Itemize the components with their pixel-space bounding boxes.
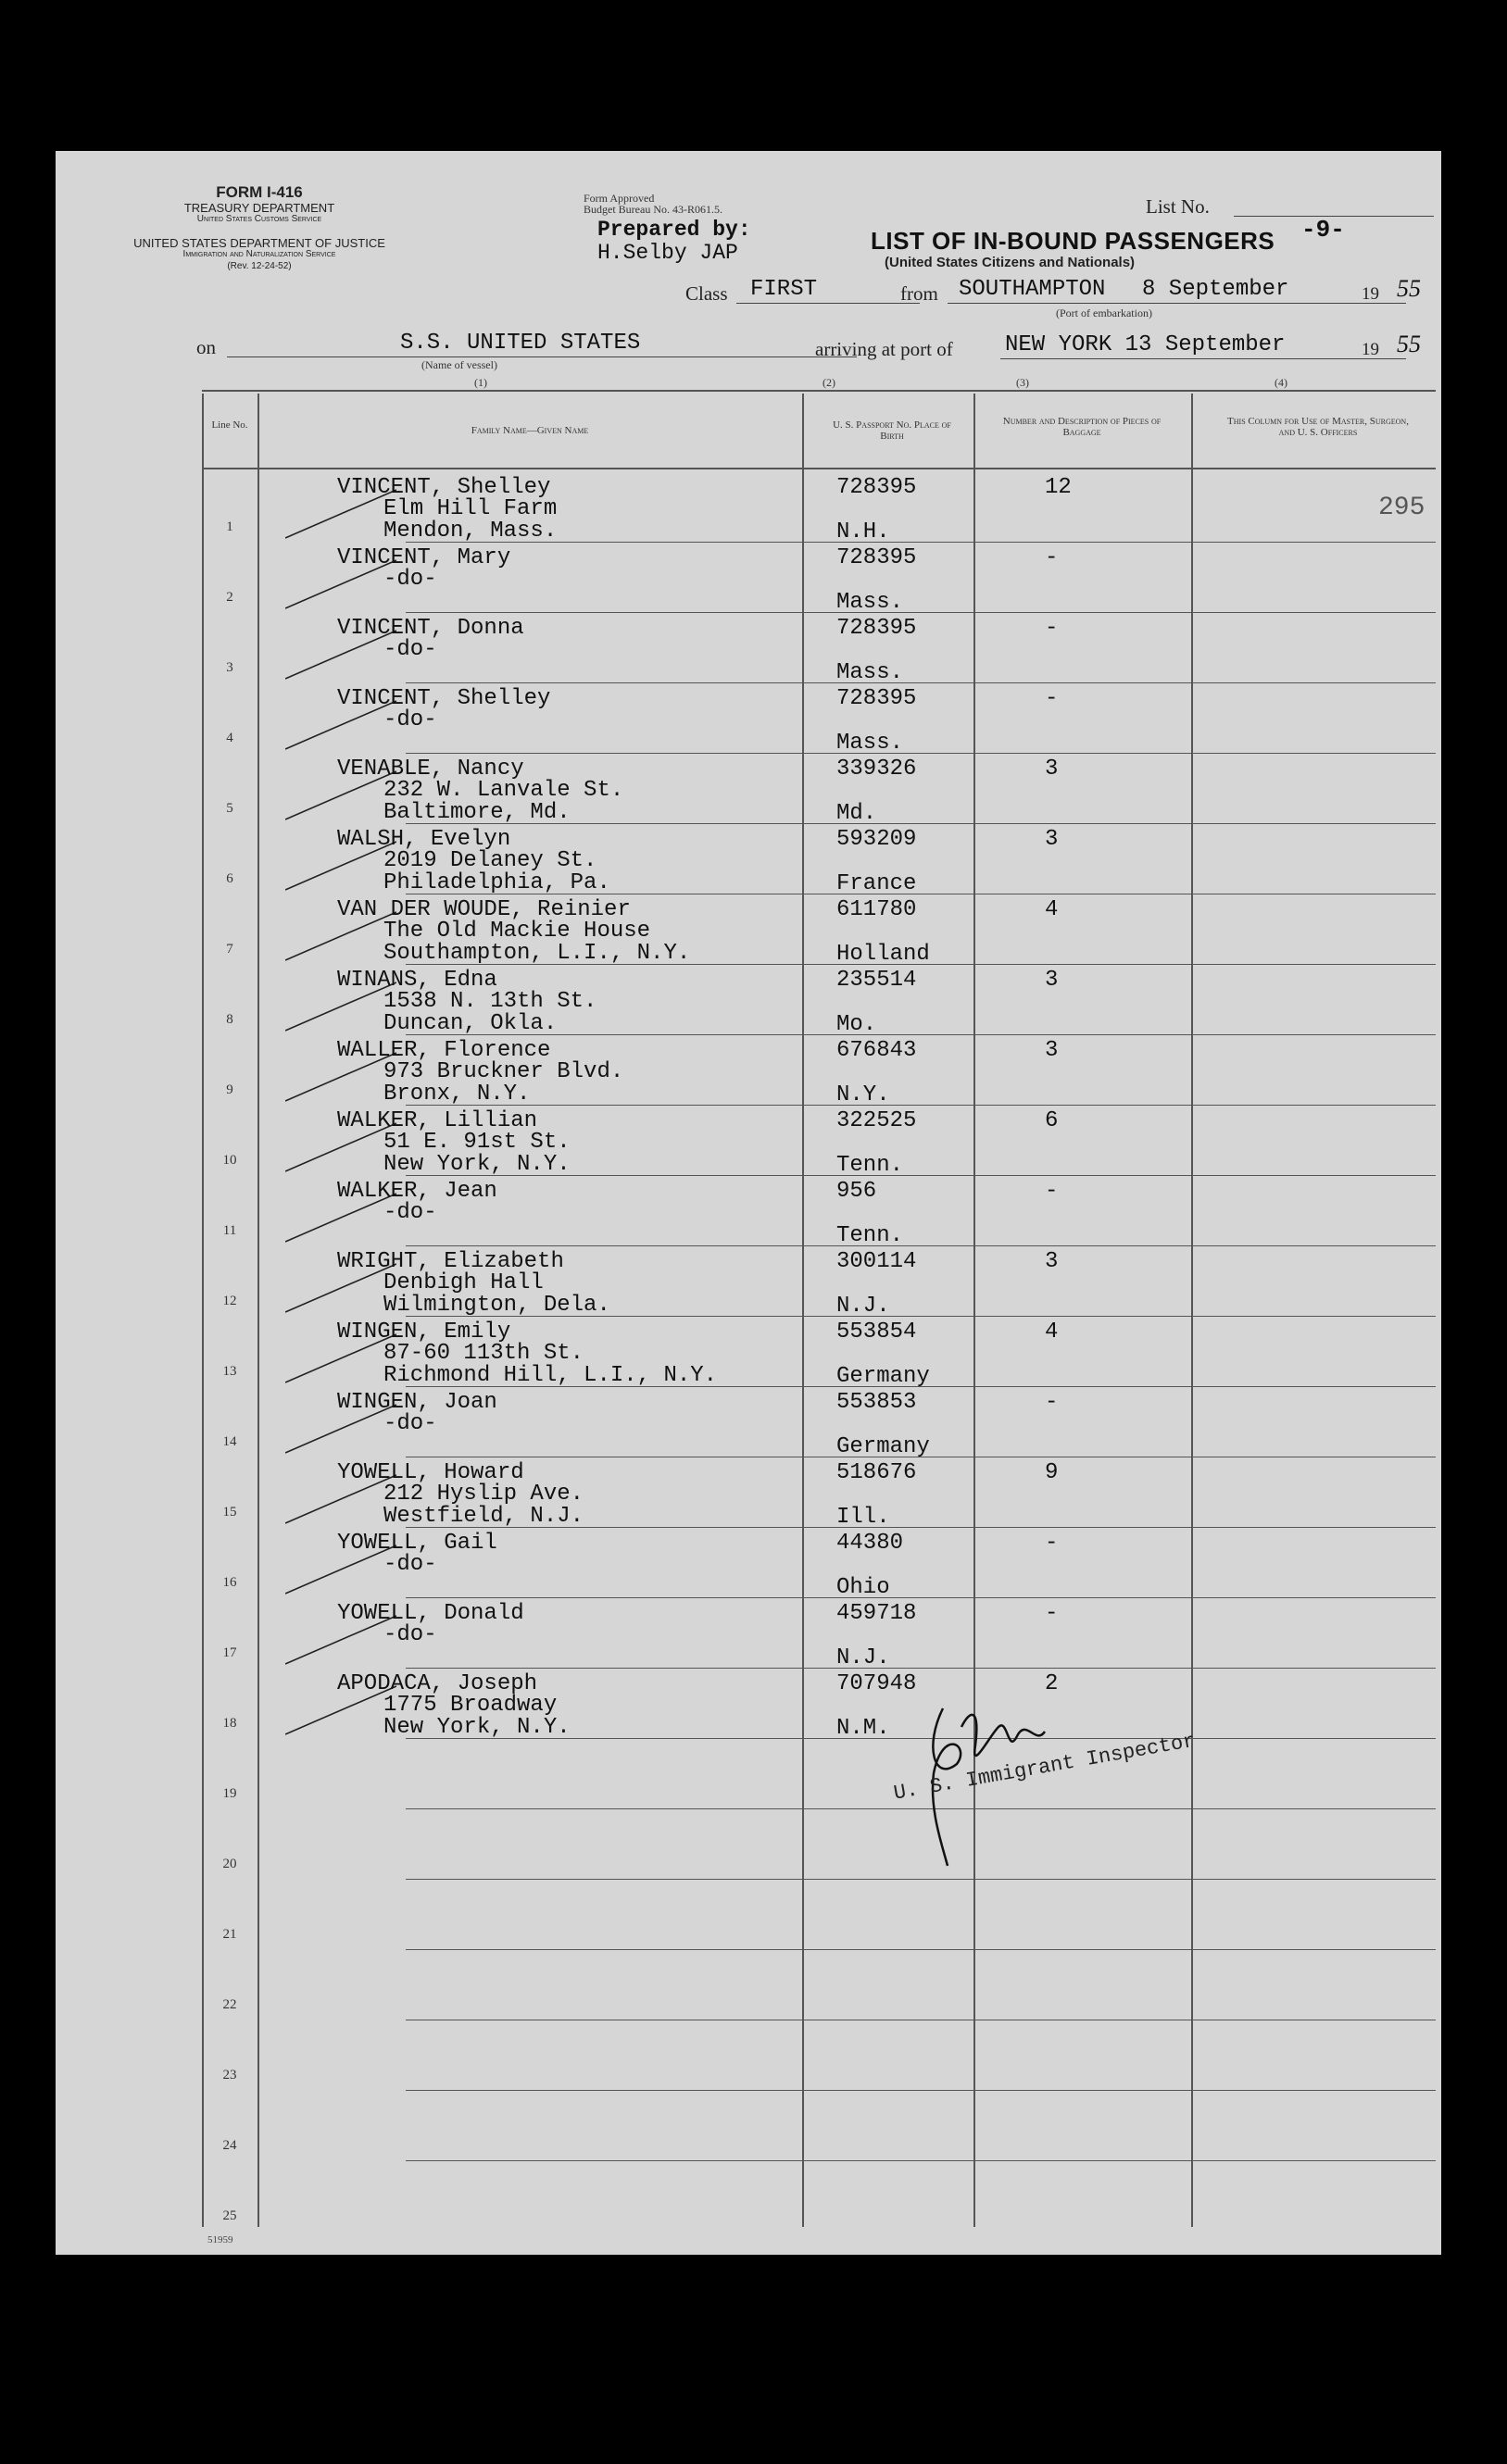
passenger-address-1: -do- <box>383 707 437 732</box>
embark-date: 8 September <box>1142 277 1289 302</box>
passport-number: 518676 <box>836 1460 917 1485</box>
baggage-count: - <box>1045 686 1059 711</box>
row-rule <box>406 1879 1436 1880</box>
col-head-line: Line No. <box>211 419 248 431</box>
passenger-address-1: -do- <box>383 1411 437 1436</box>
passenger-name: YOWELL, Donald <box>337 1601 524 1626</box>
dept-justice-sub: Immigration and Naturalization Service <box>182 249 336 259</box>
baggage-count: - <box>1045 545 1059 570</box>
baggage-count: 3 <box>1045 827 1059 852</box>
passenger-address-2: Philadelphia, Pa. <box>383 870 610 895</box>
table-row <box>202 1107 1436 1177</box>
on-label: on <box>196 336 216 358</box>
line-number: 14 <box>222 1434 237 1449</box>
row-rule <box>406 1034 1436 1035</box>
line-number: 24 <box>222 2138 237 2153</box>
passenger-address-2: Duncan, Okla. <box>383 1011 558 1036</box>
passenger-name: WRIGHT, Elizabeth <box>337 1249 564 1274</box>
table-row <box>202 684 1436 755</box>
passenger-address-2: Mendon, Mass. <box>383 519 558 544</box>
line-number: 19 <box>222 1786 237 1801</box>
baggage-count: 6 <box>1045 1108 1059 1133</box>
place-of-birth: N.J. <box>836 1294 890 1319</box>
passenger-name: WINGEN, Joan <box>337 1390 497 1415</box>
passenger-address-1: -do- <box>383 567 437 592</box>
baggage-count: 3 <box>1045 968 1059 993</box>
line-number: 15 <box>222 1505 237 1520</box>
year-suffix-2: 55 <box>1397 331 1421 357</box>
row-rule <box>406 542 1436 543</box>
line-number: 25 <box>222 2208 237 2223</box>
passport-number: 956 <box>836 1179 877 1204</box>
table-row <box>202 614 1436 684</box>
passport-number: 339326 <box>836 757 917 782</box>
place-of-birth: Tenn. <box>836 1153 904 1178</box>
line-number: 20 <box>222 1857 237 1871</box>
line-number: 2 <box>226 590 233 605</box>
passenger-address-1: -do- <box>383 637 437 662</box>
passenger-name: WALKER, Jean <box>337 1179 497 1204</box>
table-row <box>202 825 1436 895</box>
list-no-label: List No. <box>1146 195 1210 218</box>
row-rule <box>406 1668 1436 1669</box>
line-number: 12 <box>222 1294 237 1308</box>
row-rule <box>406 1245 1436 1246</box>
row-rule <box>406 964 1436 965</box>
passport-number: 322525 <box>836 1108 917 1133</box>
line-number: 3 <box>226 660 233 675</box>
form-title: LIST OF IN-BOUND PASSENGERS <box>871 227 1275 255</box>
form-code: 51959 <box>207 2234 233 2245</box>
passenger-list-form <box>56 151 1441 2255</box>
passenger-address-1: 87-60 113th St. <box>383 1341 584 1366</box>
passenger-name: APODACA, Joseph <box>337 1671 538 1696</box>
empty-row <box>202 2021 1436 2092</box>
passenger-table <box>202 394 1436 2245</box>
vessel-caption: (Name of vessel) <box>421 358 497 371</box>
row-rule <box>406 1949 1436 1950</box>
passenger-name: WALSH, Evelyn <box>337 827 511 852</box>
empty-row <box>202 1951 1436 2021</box>
inspector-stamp: U. S. Immigrant Inspector <box>892 1729 1198 1806</box>
col-head-officers: This Column for Use of Master, Surgeon, and U. S. Officers <box>1227 416 1409 438</box>
line-number: 9 <box>226 1082 233 1097</box>
baggage-count: - <box>1045 1531 1059 1556</box>
from-value: SOUTHAMPTON <box>959 277 1106 302</box>
passenger-address-1: 51 E. 91st St. <box>383 1130 571 1155</box>
dept-treasury: TREASURY DEPARTMENT <box>183 201 335 215</box>
class-rule <box>736 303 920 304</box>
table-row <box>202 1318 1436 1388</box>
table-row <box>202 1247 1436 1318</box>
place-of-birth: Holland <box>836 942 930 967</box>
passport-number: 676843 <box>836 1038 917 1063</box>
row-rule <box>406 753 1436 754</box>
passenger-address-2: New York, N.Y. <box>383 1152 571 1177</box>
vessel-name: S.S. UNITED STATES <box>400 331 641 356</box>
place-of-birth: Tenn. <box>836 1223 904 1248</box>
form-subtitle: (United States Citizens and Nationals) <box>885 255 1136 270</box>
place-of-birth: Mass. <box>836 590 904 615</box>
year-prefix-2: 19 <box>1362 340 1379 359</box>
place-of-birth: Germany <box>836 1364 930 1389</box>
line-number: 8 <box>226 1012 233 1027</box>
line-number: 4 <box>226 731 233 745</box>
col-num-1: (1) <box>474 376 487 389</box>
baggage-count: 4 <box>1045 897 1059 922</box>
header-rule <box>202 468 1436 469</box>
arrival-rule <box>1000 358 1406 359</box>
line-number: 18 <box>222 1716 237 1731</box>
line-number: 17 <box>222 1645 237 1660</box>
line-number: 10 <box>222 1153 237 1168</box>
table-row <box>202 473 1436 544</box>
passenger-address-1: 973 Bruckner Blvd. <box>383 1059 624 1084</box>
row-rule <box>406 1597 1436 1598</box>
row-rule <box>406 612 1436 613</box>
passport-number: 593209 <box>836 827 917 852</box>
passenger-address-1: -do- <box>383 1552 437 1577</box>
table-row <box>202 1670 1436 1740</box>
passenger-name: VENABLE, Nancy <box>337 757 524 782</box>
place-of-birth: N.Y. <box>836 1082 890 1107</box>
arriving-label: arriving at port of <box>815 338 953 360</box>
table-row <box>202 895 1436 966</box>
col-num-2: (2) <box>823 376 835 389</box>
baggage-count: 4 <box>1045 1320 1059 1345</box>
passport-number: 459718 <box>836 1601 917 1626</box>
baggage-count: 3 <box>1045 757 1059 782</box>
table-row <box>202 755 1436 825</box>
place-of-birth: Md. <box>836 801 877 826</box>
baggage-count: 3 <box>1045 1038 1059 1063</box>
embark-caption: (Port of embarkation) <box>1056 306 1152 319</box>
baggage-count: 9 <box>1045 1460 1059 1485</box>
baggage-count: - <box>1045 1179 1059 1204</box>
empty-row <box>202 2162 1436 2233</box>
passenger-name: WALKER, Lillian <box>337 1108 538 1133</box>
line-number: 11 <box>222 1223 237 1238</box>
passenger-address-1: Elm Hill Farm <box>383 496 558 521</box>
list-no-value: -9- <box>1301 216 1345 244</box>
from-label: from <box>900 282 938 305</box>
passport-number: 728395 <box>836 475 917 500</box>
table-row <box>202 1458 1436 1529</box>
empty-row <box>202 1881 1436 1951</box>
line-number: 1 <box>226 519 233 534</box>
arrival-value: NEW YORK 13 September <box>1005 332 1286 357</box>
prepared-by-name: H.Selby JAP <box>597 241 738 265</box>
col-head-passport: U. S. Passport No. Place of Birth <box>833 419 951 442</box>
line-number: 16 <box>222 1575 237 1590</box>
passenger-address-1: 212 Hyslip Ave. <box>383 1482 584 1507</box>
passenger-address-1: 1775 Broadway <box>383 1693 558 1718</box>
passenger-address-1: 2019 Delaney St. <box>383 848 597 873</box>
table-row <box>202 1599 1436 1670</box>
passenger-name: VAN DER WOUDE, Reinier <box>337 897 631 922</box>
row-rule <box>406 1386 1436 1387</box>
form-number: FORM I-416 <box>216 183 303 201</box>
passport-number: 611780 <box>836 897 917 922</box>
table-top-rule <box>202 390 1436 392</box>
dept-justice: UNITED STATES DEPARTMENT OF JUSTICE <box>133 236 385 250</box>
place-of-birth: France <box>836 871 917 896</box>
passenger-name: VINCENT, Shelley <box>337 475 551 500</box>
passenger-address-1: Denbigh Hall <box>383 1270 544 1295</box>
year-prefix: 19 <box>1362 284 1379 304</box>
budget-bureau: Budget Bureau No. 43-R061.5. <box>584 203 722 216</box>
row-rule <box>406 682 1436 683</box>
form-revision: (Rev. 12-24-52) <box>227 261 292 271</box>
empty-row <box>202 1810 1436 1881</box>
passenger-name: VINCENT, Donna <box>337 616 524 641</box>
passport-number: 553853 <box>836 1390 917 1415</box>
col-num-4: (4) <box>1275 376 1287 389</box>
table-row <box>202 1529 1436 1599</box>
place-of-birth: N.J. <box>836 1645 890 1670</box>
place-of-birth: Ohio <box>836 1575 890 1600</box>
class-value: FIRST <box>750 277 818 302</box>
row-rule <box>406 1527 1436 1528</box>
passenger-name: WINGEN, Emily <box>337 1320 511 1345</box>
passenger-name: WALLER, Florence <box>337 1038 551 1063</box>
passport-number: 44380 <box>836 1531 904 1556</box>
col-head-baggage: Number and Description of Pieces of Baggage <box>1002 416 1162 438</box>
class-label: Class <box>685 282 728 305</box>
passenger-address-1: -do- <box>383 1200 437 1225</box>
passenger-name: VINCENT, Shelley <box>337 686 551 711</box>
baggage-count: 3 <box>1045 1249 1059 1274</box>
passport-number: 728395 <box>836 616 917 641</box>
table-row <box>202 1388 1436 1458</box>
passport-number: 300114 <box>836 1249 917 1274</box>
line-number: 13 <box>222 1364 237 1379</box>
passenger-name: YOWELL, Gail <box>337 1531 497 1556</box>
passport-number: 728395 <box>836 545 917 570</box>
passenger-address-2: Southampton, L.I., N.Y. <box>383 941 691 966</box>
place-of-birth: N.M. <box>836 1716 890 1741</box>
table-row <box>202 1036 1436 1107</box>
passenger-name: YOWELL, Howard <box>337 1460 524 1485</box>
empty-row <box>202 2092 1436 2162</box>
col-head-name: Family Name—Given Name <box>471 425 589 436</box>
row-rule <box>406 2090 1436 2091</box>
dept-treasury-sub: United States Customs Service <box>196 214 322 224</box>
row-rule <box>406 1105 1436 1106</box>
passenger-address-2: Wilmington, Dela. <box>383 1293 610 1318</box>
row-rule <box>406 1175 1436 1176</box>
row-rule <box>406 2160 1436 2161</box>
passenger-address-1: 1538 N. 13th St. <box>383 989 597 1014</box>
line-number: 5 <box>226 801 233 816</box>
empty-row <box>202 1740 1436 1810</box>
place-of-birth: Mo. <box>836 1012 877 1037</box>
passport-number: 235514 <box>836 968 917 993</box>
row-rule <box>406 823 1436 824</box>
row-rule <box>406 1316 1436 1317</box>
line-number: 23 <box>222 2068 237 2083</box>
passenger-address-1: 232 W. Lanvale St. <box>383 778 624 803</box>
passenger-address-1: -do- <box>383 1622 437 1647</box>
form-approved: Form Approved <box>584 192 655 205</box>
passport-number: 553854 <box>836 1320 917 1345</box>
passenger-address-2: New York, N.Y. <box>383 1715 571 1740</box>
passport-number: 707948 <box>836 1671 917 1696</box>
col-num-3: (3) <box>1016 376 1029 389</box>
officer-note: 295 <box>1378 494 1425 522</box>
baggage-count: - <box>1045 1601 1059 1626</box>
vessel-rule <box>227 356 857 357</box>
table-row <box>202 966 1436 1036</box>
place-of-birth: N.H. <box>836 519 890 544</box>
line-number: 6 <box>226 871 233 886</box>
passenger-address-2: Bronx, N.Y. <box>383 1082 531 1107</box>
line-number: 21 <box>222 1927 237 1942</box>
passenger-name: VINCENT, Mary <box>337 545 511 570</box>
place-of-birth: Mass. <box>836 731 904 756</box>
year-suffix: 55 <box>1397 275 1421 302</box>
baggage-count: - <box>1045 1390 1059 1415</box>
place-of-birth: Germany <box>836 1434 930 1459</box>
passenger-address-2: Westfield, N.J. <box>383 1504 584 1529</box>
place-of-birth: Ill. <box>836 1505 890 1530</box>
table-row <box>202 1177 1436 1247</box>
prepared-by-label: Prepared by: <box>597 218 751 242</box>
place-of-birth: Mass. <box>836 660 904 685</box>
passenger-address-1: The Old Mackie House <box>383 919 651 944</box>
from-rule <box>948 303 1406 304</box>
line-number: 7 <box>226 942 233 957</box>
line-number: 22 <box>222 1997 237 2012</box>
table-row <box>202 544 1436 614</box>
baggage-count: - <box>1045 616 1059 641</box>
passport-number: 728395 <box>836 686 917 711</box>
baggage-count: 12 <box>1045 475 1072 500</box>
passenger-name: WINANS, Edna <box>337 968 497 993</box>
passenger-address-2: Richmond Hill, L.I., N.Y. <box>383 1363 718 1388</box>
baggage-count: 2 <box>1045 1671 1059 1696</box>
passenger-address-2: Baltimore, Md. <box>383 800 571 825</box>
